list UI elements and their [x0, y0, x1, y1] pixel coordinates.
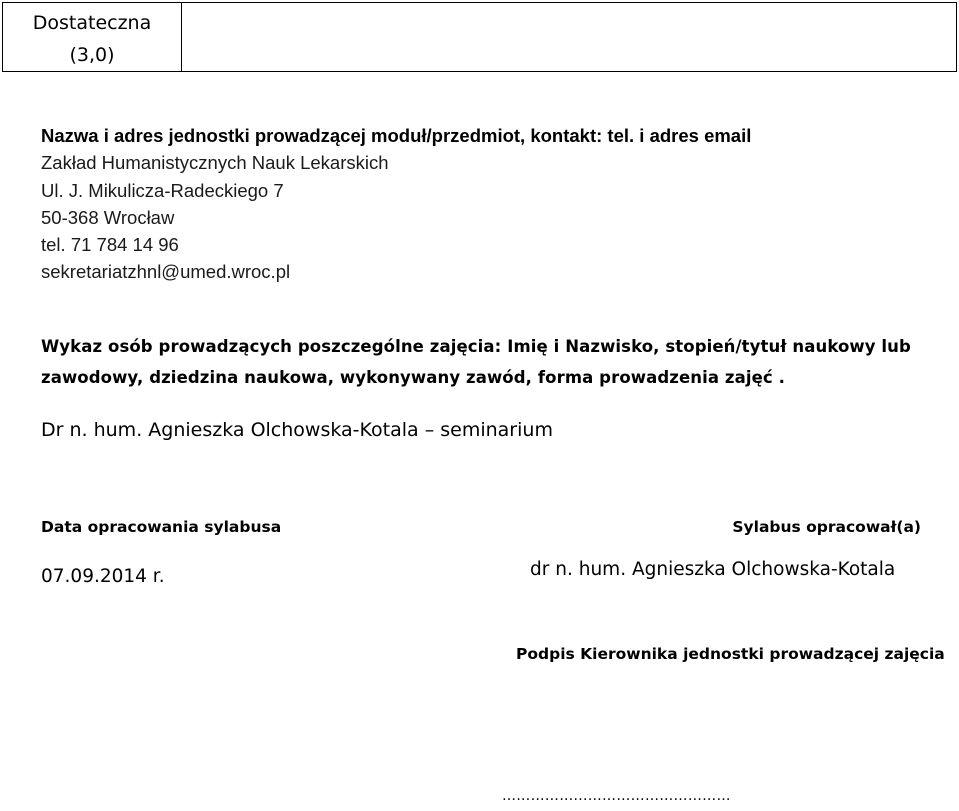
unit-city: 50-368 Wrocław: [41, 206, 175, 228]
grade-cell: [3, 3, 182, 71]
date-value: 07.09.2014 r.: [41, 566, 165, 587]
grade-value: (3,0): [69, 44, 115, 66]
grade-name: Dostateczna: [32, 12, 152, 34]
unit-street: Ul. J. Mikulicza-Radeckiego 7: [41, 179, 284, 201]
lecturers-heading-line-1: Wykaz osób prowadzących poszczególne zajęcia: Imię i Nazwisko, stopień/tytuł naukowy lub: [41, 337, 911, 356]
lecturers-section: [41, 331, 921, 393]
lecturers-heading-line-2: zawodowy, dziedzina naukowa, wykonywany zawód, forma prowadzenia zajęć .: [41, 368, 786, 387]
author-value: dr n. hum. Agnieszka Olchowska-Kotala: [530, 559, 896, 580]
grade-table: [2, 2, 957, 72]
signature-line: ……………...…………………………: [502, 788, 731, 804]
unit-section: [41, 122, 751, 286]
unit-phone: tel. 71 784 14 96: [41, 234, 179, 256]
date-label: Data opracowania sylabusa: [41, 518, 282, 536]
unit-email: sekretariatzhnl@umed.wroc.pl: [41, 261, 291, 283]
lecturer-entry: Dr n. hum. Agnieszka Olchowska-Kotala – seminarium: [41, 419, 553, 441]
unit-name: Zakład Humanistycznych Nauk Lekarskich: [41, 152, 389, 174]
grade-description-cell: [182, 3, 956, 71]
author-label: Sylabus opracował(a): [732, 518, 921, 536]
unit-heading: Nazwa i adres jednostki prowadzącej moduł/przedmiot, kontakt: tel. i adres email: [41, 125, 752, 146]
head-signature-label: Podpis Kierownika jednostki prowadzącej zajęcia: [516, 645, 945, 663]
